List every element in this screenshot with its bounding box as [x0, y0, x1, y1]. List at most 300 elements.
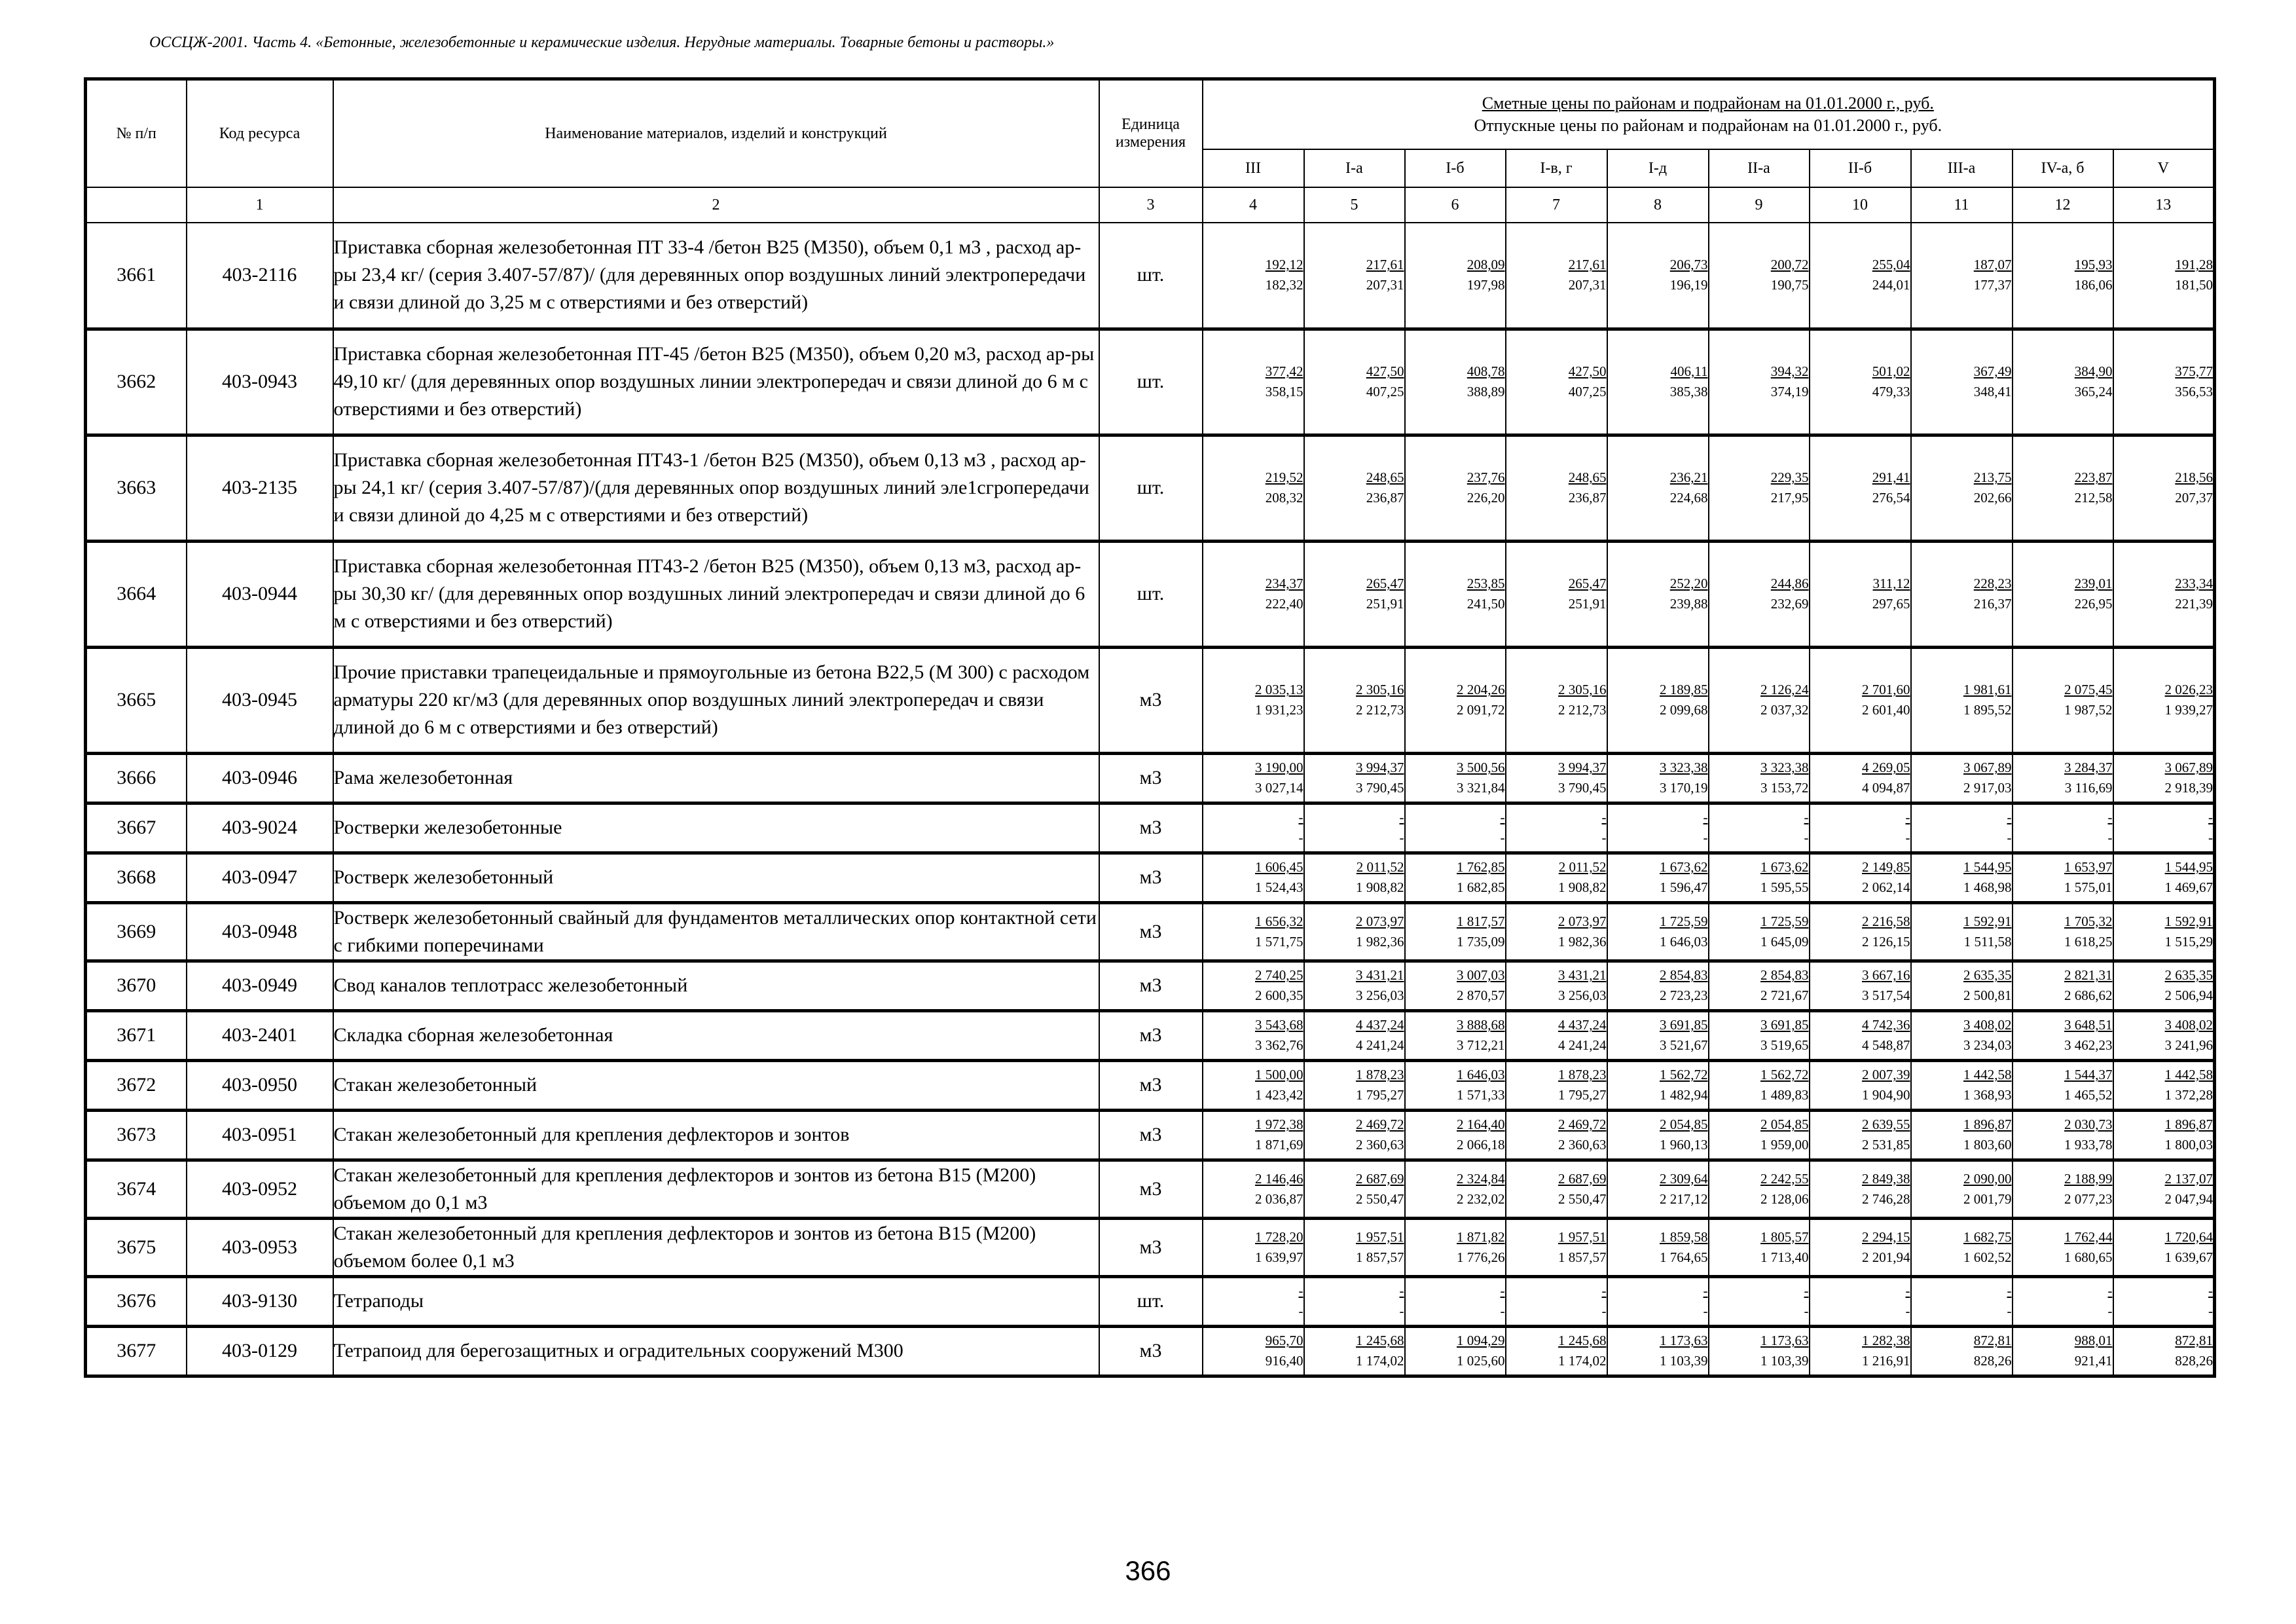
release-price: 186,06	[2074, 277, 2113, 293]
release-price: 1 800,03	[2164, 1137, 2214, 1153]
table-row	[86, 647, 2215, 753]
price-cell	[1911, 1218, 2013, 1276]
estimate-price: -	[1804, 1283, 1809, 1299]
col-header-unit: Единица измерения	[1099, 79, 1203, 188]
estimate-price: 872,81	[2175, 1333, 2214, 1348]
row-number: 3675	[86, 1218, 187, 1276]
release-price: 3 712,21	[1457, 1037, 1505, 1053]
release-price: 182,32	[1265, 277, 1303, 293]
price-cell	[2013, 1110, 2113, 1160]
price-cell	[1709, 1110, 1810, 1160]
estimate-price: 2 305,16	[1356, 682, 1404, 697]
release-price: 3 321,84	[1457, 780, 1505, 796]
estimate-price: -	[1905, 1283, 1910, 1299]
estimate-price: -	[1399, 1283, 1404, 1299]
estimate-price: 3 888,68	[1457, 1017, 1505, 1033]
estimate-price: 229,35	[1770, 470, 1809, 485]
release-price: 1 735,09	[1457, 933, 1505, 950]
price-cell	[1304, 753, 1405, 803]
release-price: 1 602,52	[1963, 1249, 2012, 1265]
item-name: Ростверк железобетонный	[333, 853, 1099, 902]
estimate-price: 1 656,32	[1255, 913, 1303, 929]
estimate-price: 872,81	[1973, 1333, 2012, 1348]
price-cell	[1911, 853, 2013, 902]
estimate-price: 1 592,91	[1963, 913, 2012, 929]
release-price: 1 468,98	[1963, 879, 2012, 895]
price-table	[84, 77, 2216, 1378]
estimate-price: 2 090,00	[1963, 1170, 2012, 1187]
estimate-price: 2 294,15	[1862, 1228, 1910, 1245]
price-cell	[2013, 1160, 2113, 1218]
row-number: 3673	[86, 1110, 187, 1160]
price-cell	[2013, 435, 2113, 541]
estimate-price: -	[1905, 809, 1910, 825]
estimate-price: 311,12	[1872, 576, 1910, 591]
release-price: -	[1601, 830, 1607, 845]
price-cell	[1203, 961, 1304, 1010]
estimate-price: 233,34	[2175, 576, 2214, 591]
estimate-price: 187,07	[1973, 257, 2012, 273]
item-name: Приставка сборная железобетонная ПТ-45 /бетон В25 (М350), объем 0,20 м3, расход ар-ры 49,10 кг/ (для деревянных опор воздушных линии электропередач и связи длиной до 6 м с отверстиями и без отверстий)	[333, 329, 1099, 435]
estimate-price: 394,32	[1770, 363, 1809, 379]
estimate-price: 208,09	[1467, 257, 1505, 273]
item-name: Рама железобетонная	[333, 753, 1099, 803]
release-price: 1 933,78	[2064, 1137, 2113, 1153]
release-price: 3 234,03	[1963, 1037, 2012, 1053]
estimate-price: 1 981,61	[1963, 682, 2012, 697]
release-price: 2 360,63	[1356, 1137, 1404, 1153]
release-price: 2 721,67	[1760, 987, 1809, 1003]
unit-of-measure: м3	[1099, 1326, 1203, 1376]
release-price: 239,88	[1669, 596, 1708, 612]
price-cell	[1405, 1110, 1506, 1160]
row-number: 3663	[86, 435, 187, 541]
release-price: 4 094,87	[1862, 780, 1910, 796]
price-cell	[2113, 961, 2215, 1010]
price-cell	[1203, 902, 1304, 961]
resource-code: 403-0948	[187, 902, 333, 961]
estimate-price: 3 994,37	[1558, 760, 1607, 775]
estimate-price: 248,65	[1568, 470, 1607, 485]
unit-of-measure: м3	[1099, 1060, 1203, 1110]
estimate-price: 2 137,07	[2164, 1170, 2214, 1187]
table-row	[86, 435, 2215, 541]
release-price: 1 639,97	[1255, 1249, 1303, 1265]
release-price: 197,98	[1467, 277, 1505, 293]
estimate-price: 1 972,38	[1255, 1116, 1303, 1132]
price-cell	[1203, 1276, 1304, 1326]
release-price: -	[1298, 1303, 1303, 1319]
col-number: 11	[1911, 187, 2013, 223]
estimate-price: 2 635,35	[2164, 967, 2214, 983]
price-cell	[2013, 223, 2113, 329]
release-price: 1 618,25	[2064, 933, 2113, 950]
release-price: 3 790,45	[1558, 780, 1607, 796]
price-cell	[2113, 1010, 2215, 1060]
price-cell	[1203, 1326, 1304, 1376]
district-header: III-а	[1911, 149, 2013, 187]
estimate-price: 3 667,16	[1862, 967, 1910, 983]
price-cell	[1911, 435, 2013, 541]
table-row	[86, 753, 2215, 803]
item-name: Ростверк железобетонный свайный для фундаментов металлических опор контактной сети с гибкими поперечинами	[333, 902, 1099, 961]
release-price: 232,69	[1770, 596, 1809, 612]
price-cell	[1607, 329, 1709, 435]
page-number: 366	[1125, 1555, 1171, 1586]
estimate-price: 253,85	[1467, 576, 1505, 591]
price-cell	[1405, 1326, 1506, 1376]
row-number: 3676	[86, 1276, 187, 1326]
price-cell	[1506, 1326, 1607, 1376]
price-cell	[1709, 1010, 1810, 1060]
prices-release-label: Отпускные цены по районам и подрайонам на 01.01.2000 г., руб.	[1474, 116, 1942, 135]
release-price: -	[2107, 830, 2113, 845]
price-cell	[1304, 1060, 1405, 1110]
release-price: 374,19	[1770, 384, 1809, 399]
estimate-price: 2 026,23	[2164, 682, 2214, 697]
row-number: 3667	[86, 803, 187, 853]
release-price: 1 174,02	[1356, 1353, 1404, 1369]
resource-code: 403-0946	[187, 753, 333, 803]
price-cell	[1304, 435, 1405, 541]
estimate-price: 1 544,95	[1963, 859, 2012, 875]
price-cell	[1304, 329, 1405, 435]
estimate-price: 2 216,58	[1862, 913, 1910, 929]
price-cell	[1810, 1060, 1911, 1110]
price-cell	[1506, 753, 1607, 803]
estimate-price: 1 173,63	[1660, 1333, 1708, 1348]
release-price: 3 517,54	[1862, 987, 1910, 1003]
estimate-price: -	[1703, 1283, 1708, 1299]
estimate-price: 252,20	[1669, 576, 1708, 591]
release-price: 2 917,03	[1963, 780, 2012, 796]
estimate-price: 1 673,62	[1760, 859, 1809, 875]
table-body	[86, 223, 2215, 1376]
price-cell	[1304, 853, 1405, 902]
release-price: 4 241,24	[1558, 1037, 1607, 1053]
resource-code: 403-0953	[187, 1218, 333, 1276]
price-cell	[1506, 853, 1607, 902]
price-cell	[1405, 223, 1506, 329]
price-cell	[2013, 961, 2113, 1010]
release-price: 177,37	[1973, 277, 2012, 293]
resource-code: 403-0952	[187, 1160, 333, 1218]
estimate-price: 1 592,91	[2164, 913, 2214, 929]
price-cell	[1709, 753, 1810, 803]
price-cell	[1304, 1160, 1405, 1218]
district-header: III	[1203, 149, 1304, 187]
estimate-price: -	[1703, 809, 1708, 825]
col-number: 9	[1709, 187, 1810, 223]
release-price: -	[1500, 830, 1505, 845]
release-price: 1 469,67	[2164, 879, 2214, 895]
release-price: 365,24	[2074, 384, 2113, 399]
release-price: -	[1703, 830, 1708, 845]
price-cell	[1405, 753, 1506, 803]
estimate-price: -	[1500, 1283, 1505, 1299]
estimate-price: 3 691,85	[1760, 1017, 1809, 1033]
release-price: 241,50	[1467, 596, 1505, 612]
release-price: 222,40	[1265, 596, 1303, 612]
district-header: I-а	[1304, 149, 1405, 187]
col-header-num: № п/п	[86, 79, 187, 188]
price-cell	[1405, 902, 1506, 961]
release-price: 1 939,27	[2164, 702, 2214, 718]
estimate-price: 1 720,64	[2164, 1228, 2214, 1245]
price-cell	[1405, 1010, 1506, 1060]
estimate-price: 4 437,24	[1558, 1017, 1607, 1033]
estimate-price: 265,47	[1366, 576, 1404, 591]
price-cell	[1304, 1276, 1405, 1326]
estimate-price: 239,01	[2074, 576, 2113, 591]
release-price: 1 908,82	[1356, 879, 1404, 895]
release-price: 2 047,94	[2164, 1190, 2214, 1207]
estimate-price: 2 687,69	[1558, 1170, 1607, 1187]
column-number-row	[86, 187, 2215, 223]
estimate-price: 1 805,57	[1760, 1228, 1809, 1245]
price-cell	[2113, 223, 2215, 329]
release-price: 2 128,06	[1760, 1190, 1809, 1207]
estimate-price: 236,21	[1669, 470, 1708, 485]
release-price: 1 803,60	[1963, 1137, 2012, 1153]
estimate-price: 3 500,56	[1457, 760, 1505, 775]
estimate-price: 1 442,58	[2164, 1067, 2214, 1082]
price-cell	[1810, 1110, 1911, 1160]
row-number: 3674	[86, 1160, 187, 1218]
price-cell	[1607, 435, 1709, 541]
release-price: 2 201,94	[1862, 1249, 1910, 1265]
row-number: 3672	[86, 1060, 187, 1110]
col-number: 4	[1203, 187, 1304, 223]
price-cell	[1304, 647, 1405, 753]
item-name: Свод каналов теплотрасс железобетонный	[333, 961, 1099, 1010]
resource-code: 403-0129	[187, 1326, 333, 1376]
price-cell	[2113, 853, 2215, 902]
estimate-price: 2 075,45	[2064, 682, 2113, 697]
estimate-price: 367,49	[1973, 363, 2012, 379]
release-price: 4 548,87	[1862, 1037, 1910, 1053]
estimate-price: 3 408,02	[2164, 1017, 2214, 1033]
release-price: 1 987,52	[2064, 702, 2113, 718]
estimate-price: 234,37	[1265, 576, 1303, 591]
item-name: Приставка сборная железобетонная ПТ43-1 /бетон В25 (М350), объем 0,13 м3 , расход ар-ры 24,1 кг/ (серия 3.407-57/87)/(для деревянных опор воздушных линий эле1сгропередачи и связи длиной до 4,25 м с отверстиями и без отверстий)	[333, 435, 1099, 541]
price-cell	[1607, 1110, 1709, 1160]
estimate-price: 406,11	[1670, 363, 1708, 379]
price-cell	[2013, 853, 2113, 902]
release-price: 3 027,14	[1255, 780, 1303, 796]
release-price: 1 682,85	[1457, 879, 1505, 895]
estimate-price: 377,42	[1265, 363, 1303, 379]
price-cell	[1709, 329, 1810, 435]
release-price: 1 103,39	[1660, 1353, 1708, 1369]
release-price: -	[1905, 830, 1910, 845]
release-price: 1 895,52	[1963, 702, 2012, 718]
price-cell	[1810, 1010, 1911, 1060]
price-cell	[2113, 1326, 2215, 1376]
price-cell	[2013, 1218, 2113, 1276]
price-cell	[1405, 961, 1506, 1010]
estimate-price: 2 054,85	[1760, 1116, 1809, 1132]
col-number: 7	[1506, 187, 1607, 223]
estimate-price: 2 854,83	[1660, 967, 1708, 983]
release-price: 1 776,26	[1457, 1249, 1505, 1265]
estimate-price: -	[2107, 809, 2113, 825]
release-price: 1 908,82	[1558, 879, 1607, 895]
estimate-price: 2 189,85	[1660, 682, 1708, 697]
item-name: Стакан железобетонный для крепления дефлекторов и зонтов из бетона В15 (М200) объемом более 0,1 м3	[333, 1218, 1099, 1276]
price-cell	[1810, 435, 1911, 541]
release-price: 224,68	[1669, 490, 1708, 506]
release-price: 1 482,94	[1660, 1087, 1708, 1103]
release-price: -	[2107, 1303, 2113, 1319]
table-row	[86, 1110, 2215, 1160]
unit-of-measure: шт.	[1099, 541, 1203, 647]
release-price: 1 575,01	[2064, 879, 2113, 895]
estimate-price: 219,52	[1265, 470, 1303, 485]
release-price: -	[1399, 830, 1404, 845]
price-cell	[1911, 1160, 2013, 1218]
release-price: 217,95	[1770, 490, 1809, 506]
release-price: 388,89	[1467, 384, 1505, 399]
col-number: 13	[2113, 187, 2215, 223]
estimate-price: 2 309,64	[1660, 1170, 1708, 1187]
release-price: 2 001,79	[1963, 1190, 2012, 1207]
estimate-price: 2 007,39	[1862, 1067, 1910, 1082]
price-cell	[1203, 223, 1304, 329]
price-cell	[1911, 1326, 2013, 1376]
unit-of-measure: м3	[1099, 961, 1203, 1010]
price-cell	[1607, 223, 1709, 329]
item-name: Ростверки железобетонные	[333, 803, 1099, 853]
price-cell	[1911, 1276, 2013, 1326]
release-price: 1 795,27	[1356, 1087, 1404, 1103]
estimate-price: 265,47	[1568, 576, 1607, 591]
release-price: 1 982,36	[1558, 933, 1607, 950]
release-price: 216,37	[1973, 596, 2012, 612]
price-cell	[1607, 647, 1709, 753]
district-header: IV-а, б	[2013, 149, 2113, 187]
estimate-price: 3 323,38	[1760, 760, 1809, 775]
estimate-price: 1 957,51	[1558, 1228, 1607, 1245]
estimate-price: 192,12	[1265, 257, 1303, 273]
table-row	[86, 902, 2215, 961]
release-price: 1 931,23	[1255, 702, 1303, 718]
price-cell	[2113, 1110, 2215, 1160]
estimate-price: 291,41	[1872, 470, 1910, 485]
release-price: 1 764,65	[1660, 1249, 1708, 1265]
release-price: 916,40	[1265, 1353, 1303, 1369]
price-cell	[2013, 647, 2113, 753]
estimate-price: 2 821,31	[2064, 967, 2113, 983]
release-price: 1 982,36	[1356, 933, 1404, 950]
col-number-blank	[86, 187, 187, 223]
item-name: Стакан железобетонный для крепления дефлекторов и зонтов	[333, 1110, 1099, 1160]
price-cell	[1405, 1276, 1506, 1326]
release-price: -	[2208, 1303, 2214, 1319]
release-price: 828,26	[2175, 1353, 2214, 1369]
table-row	[86, 1276, 2215, 1326]
price-cell	[1405, 435, 1506, 541]
release-price: 2 077,23	[2064, 1190, 2113, 1207]
release-price: 251,91	[1568, 596, 1607, 612]
release-price: 221,39	[2175, 596, 2214, 612]
item-name: Тетраподы	[333, 1276, 1099, 1326]
estimate-price: 3 067,89	[2164, 760, 2214, 775]
price-cell	[1203, 1060, 1304, 1110]
row-number: 3661	[86, 223, 187, 329]
table-row	[86, 961, 2215, 1010]
estimate-price: 1 646,03	[1457, 1067, 1505, 1082]
price-cell	[2113, 803, 2215, 853]
price-cell	[1203, 647, 1304, 753]
release-price: -	[2007, 1303, 2012, 1319]
price-cell	[2013, 329, 2113, 435]
release-price: 358,15	[1265, 384, 1303, 399]
estimate-price: 2 054,85	[1660, 1116, 1708, 1132]
estimate-price: 244,86	[1770, 576, 1809, 591]
estimate-price: 1 442,58	[1963, 1067, 2012, 1082]
estimate-price: 1 606,45	[1255, 859, 1303, 875]
unit-of-measure: м3	[1099, 753, 1203, 803]
release-price: 3 521,67	[1660, 1037, 1708, 1053]
price-cell	[2113, 1276, 2215, 1326]
release-price: 1 465,52	[2064, 1087, 2113, 1103]
unit-of-measure: шт.	[1099, 1276, 1203, 1326]
release-price: 226,95	[2074, 596, 2113, 612]
price-cell	[1607, 1218, 1709, 1276]
price-cell	[1709, 1160, 1810, 1218]
release-price: 2 870,57	[1457, 987, 1505, 1003]
price-cell	[1911, 961, 2013, 1010]
estimate-price: 2 035,13	[1255, 682, 1303, 697]
price-cell	[1810, 541, 1911, 647]
price-cell	[1203, 541, 1304, 647]
price-cell	[1911, 902, 2013, 961]
item-name: Стакан железобетонный	[333, 1060, 1099, 1110]
estimate-price: 1 245,68	[1558, 1333, 1607, 1348]
price-cell	[1304, 961, 1405, 1010]
price-cell	[1607, 1060, 1709, 1110]
release-price: 1 871,69	[1255, 1137, 1303, 1153]
estimate-price: 2 305,16	[1558, 682, 1607, 697]
estimate-price: 223,87	[2074, 470, 2113, 485]
price-cell	[1405, 1160, 1506, 1218]
estimate-price: 1 562,72	[1660, 1067, 1708, 1082]
release-price: 356,53	[2175, 384, 2214, 399]
release-price: 1 372,28	[2164, 1087, 2214, 1103]
estimate-price: 217,61	[1568, 257, 1607, 273]
price-cell	[1203, 1160, 1304, 1218]
price-cell	[1709, 223, 1810, 329]
col-number: 5	[1304, 187, 1405, 223]
estimate-price: 4 742,36	[1862, 1017, 1910, 1033]
release-price: 2 062,14	[1862, 879, 1910, 895]
release-price: 190,75	[1770, 277, 1809, 293]
resource-code: 403-0951	[187, 1110, 333, 1160]
price-cell	[1911, 541, 2013, 647]
unit-of-measure: м3	[1099, 1110, 1203, 1160]
estimate-price: 1 653,97	[2064, 859, 2113, 875]
release-price: 1 489,83	[1760, 1087, 1809, 1103]
resource-code: 403-9024	[187, 803, 333, 853]
price-cell	[1709, 853, 1810, 902]
price-cell	[1810, 1160, 1911, 1218]
estimate-price: -	[2107, 1283, 2113, 1299]
price-cell	[1810, 961, 1911, 1010]
release-price: 385,38	[1669, 384, 1708, 399]
price-cell	[1506, 902, 1607, 961]
price-cell	[1810, 853, 1911, 902]
